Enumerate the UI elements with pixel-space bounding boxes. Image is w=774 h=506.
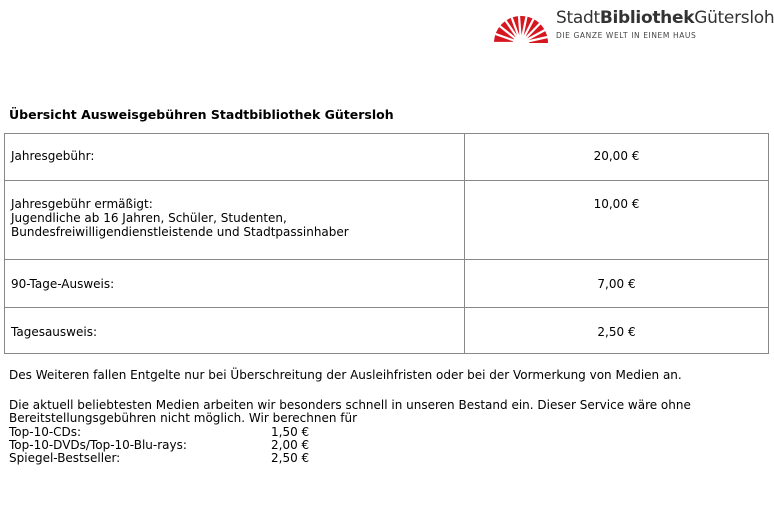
fee-label-block bbox=[11, 197, 464, 239]
fee-label-cell bbox=[5, 260, 465, 308]
table-row bbox=[5, 260, 769, 308]
fee-table bbox=[4, 133, 769, 354]
provision-fee-list bbox=[9, 426, 309, 465]
fee-label: Jahresgebühr ermäßigt: bbox=[11, 197, 153, 211]
provision-item-label: Top-10-CDs: bbox=[9, 425, 82, 439]
provision-fee-note-line: Die aktuell beliebtesten Medien arbeiten wir besonders schnell in unseren Bestand ein. Dieser Service wäre ohne bbox=[9, 398, 691, 412]
fee-amount: 7,00 € bbox=[597, 277, 636, 291]
fee-amount: 10,00 € bbox=[593, 197, 640, 211]
provision-item-amount: 1,50 € bbox=[271, 425, 310, 439]
fee-detail: Jugendliche ab 16 Jahren, Schüler, Studenten, bbox=[11, 211, 287, 225]
fee-label-cell bbox=[5, 181, 465, 260]
fines-note: Des Weiteren fallen Entgelte nur bei Überschreitung der Ausleihfristen oder bei der Vormerkung von Medien an. bbox=[9, 368, 682, 382]
fee-amount: 2,50 € bbox=[597, 325, 636, 339]
list-item bbox=[9, 452, 309, 465]
fee-label: Jahresgebühr: bbox=[11, 149, 95, 163]
provision-item-label: Top-10-DVDs/Top-10-Blu-rays: bbox=[9, 438, 187, 452]
fee-label: Tagesausweis: bbox=[11, 325, 97, 339]
sunburst-logo-icon bbox=[492, 2, 550, 44]
logo-name-stadt: Stadt bbox=[556, 8, 600, 28]
fee-amount: 20,00 € bbox=[593, 149, 640, 163]
provision-item-amount: 2,50 € bbox=[271, 451, 310, 465]
fee-amount-cell bbox=[465, 308, 769, 354]
fee-amount-cell bbox=[465, 181, 769, 260]
table-row bbox=[5, 181, 769, 260]
logo-name-guetersloh: Gütersloh bbox=[694, 8, 774, 28]
provision-item-amount: 2,00 € bbox=[271, 438, 310, 452]
provision-fee-note bbox=[9, 399, 691, 425]
fee-detail: Bundesfreiwilligendienstleistende und Stadtpassinhaber bbox=[11, 225, 349, 239]
fee-label: 90-Tage-Ausweis: bbox=[11, 277, 115, 291]
provision-fee-note-line: Bereitstellungsgebühren nicht möglich. Wir berechnen für bbox=[9, 411, 358, 425]
table-row bbox=[5, 308, 769, 354]
fee-amount-cell bbox=[465, 260, 769, 308]
fee-label-cell bbox=[5, 134, 465, 181]
logo-name-bibliothek: Bibliothek bbox=[599, 8, 695, 28]
table-row bbox=[5, 134, 769, 181]
library-logo bbox=[492, 2, 772, 46]
page-title: Übersicht Ausweisgebühren Stadtbibliothek Gütersloh bbox=[9, 107, 394, 122]
fee-amount-cell bbox=[465, 134, 769, 181]
fee-label-cell bbox=[5, 308, 465, 354]
logo-name bbox=[556, 8, 774, 28]
logo-tagline: DIE GANZE WELT IN EINEM HAUS bbox=[556, 31, 697, 40]
provision-item-label: Spiegel-Bestseller: bbox=[9, 451, 121, 465]
